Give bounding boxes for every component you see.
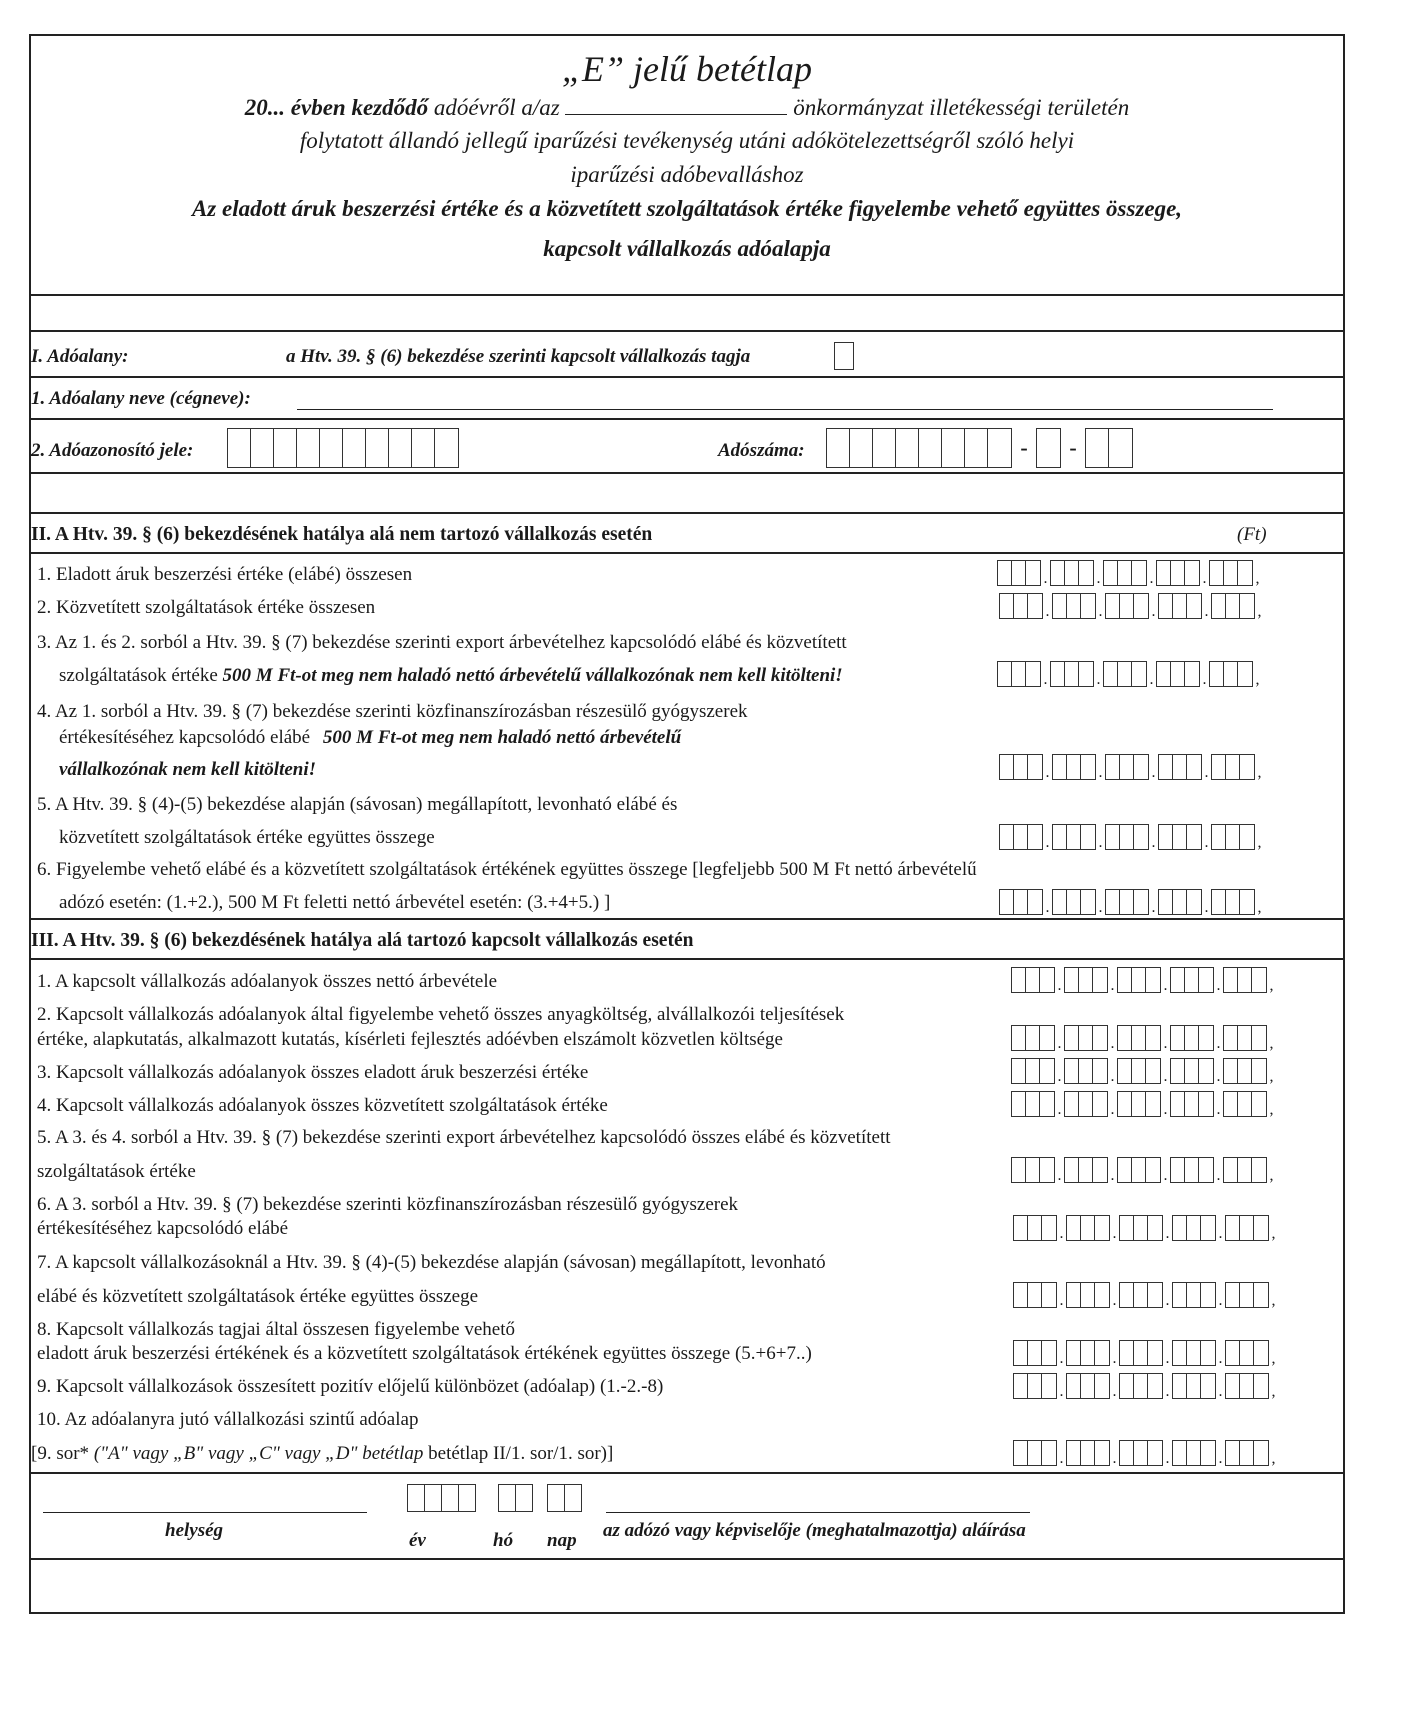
divider (31, 472, 1343, 474)
group-separator: . (1151, 834, 1156, 851)
divider (31, 552, 1343, 554)
s3-row1-label: 1. A kapcsolt vállalkozás adóalanyok összes nettó árbevétele (37, 971, 498, 992)
group-separator: . (1057, 1035, 1062, 1052)
header-line-4: Az eladott áruk beszerzési értéke és a közvetített szolgáltatások értéke figyelembe vehető együttes összege, (191, 196, 1183, 221)
s2-row4-note-b: vállalkozónak nem kell kitölteni! (59, 759, 317, 780)
digit-group[interactable] (1170, 1091, 1214, 1117)
digit-group[interactable] (999, 889, 1043, 915)
divider (31, 1558, 1343, 1560)
group-separator: . (1057, 1101, 1062, 1118)
group-separator: . (1057, 1167, 1062, 1184)
digit-group[interactable] (1064, 1025, 1108, 1051)
divider (31, 376, 1343, 378)
s3-row2-label-a: 2. Kapcsolt vállalkozás adóalanyok által figyelembe vehető összes anyagköltség, alvállalkozói teljesítések (37, 1004, 845, 1025)
group-separator: . (1204, 603, 1209, 620)
digit-group[interactable] (1052, 593, 1096, 619)
year-label: év (409, 1530, 426, 1551)
group-separator: . (1216, 1167, 1221, 1184)
s3-row9-amount[interactable] (1013, 1369, 1278, 1399)
digit-group[interactable] (1050, 560, 1094, 586)
group-separator: . (1057, 977, 1062, 994)
s2-row4-note: 500 M Ft-ot meg nem haladó nettó árbevételű (322, 727, 682, 748)
group-separator: , (1269, 1101, 1274, 1118)
digit-group[interactable] (1225, 1373, 1269, 1399)
digit-group[interactable] (1223, 1091, 1267, 1117)
signature-field[interactable] (606, 1512, 1030, 1513)
group-separator: . (1163, 1101, 1168, 1118)
group-separator: . (1059, 1225, 1064, 1242)
digit-group[interactable] (999, 824, 1043, 850)
digit-group[interactable] (1105, 889, 1149, 915)
digit-group[interactable] (1158, 754, 1202, 780)
group-separator: . (1112, 1450, 1117, 1467)
group-separator: . (1043, 570, 1048, 587)
digit-group[interactable] (1119, 1373, 1163, 1399)
tax-id-label: 2. Adóazonosító jele: (31, 440, 194, 461)
s3-row5-label-b: szolgáltatások értéke (37, 1161, 196, 1182)
group-separator: . (1098, 764, 1103, 781)
s2-row5-label-b: közvetített szolgáltatások értéke együttes összege (59, 827, 435, 848)
s2-row2-amount[interactable] (999, 589, 1264, 619)
digit-group[interactable] (1170, 1025, 1214, 1051)
group-separator: . (1098, 603, 1103, 620)
digit-group[interactable] (1209, 661, 1253, 687)
s2-row4-label-a: 4. Az 1. sorból a Htv. 39. § (7) bekezdése szerinti közfinanszírozásban részesülő gyógyszerek (37, 701, 748, 722)
s3-row9-label: 9. Kapcsolt vállalkozások összesített pozitív előjelű különbözet (adóalap) (1.-2.-8) (37, 1376, 664, 1397)
digit-group[interactable] (999, 754, 1043, 780)
digit-group[interactable] (1156, 560, 1200, 586)
digit-group[interactable] (1013, 1373, 1057, 1399)
group-separator: , (1257, 834, 1262, 851)
digit-group[interactable] (1064, 1157, 1108, 1183)
divider (31, 418, 1343, 420)
tax-number-boxes[interactable]: - - (826, 428, 1133, 468)
digit-group[interactable] (1105, 593, 1149, 619)
group-separator: . (1045, 834, 1050, 851)
s3-row6-amount[interactable] (1013, 1211, 1278, 1241)
group-separator: . (1218, 1225, 1223, 1242)
day-label: nap (547, 1530, 577, 1551)
group-separator: , (1269, 1068, 1274, 1085)
s2-row5-label-a: 5. A Htv. 39. § (4)-(5) bekezdése alapján (sávosan) megállapított, levonható elábé és (37, 794, 678, 815)
digit-group[interactable] (1225, 1215, 1269, 1241)
digit-group[interactable] (1211, 593, 1255, 619)
header-text-a: adóévről a/az (433, 95, 560, 120)
digit-group[interactable] (1066, 1373, 1110, 1399)
unit-label: (Ft) (1237, 524, 1267, 545)
group-separator: . (1216, 1068, 1221, 1085)
digit-group[interactable] (1172, 1373, 1216, 1399)
s2-row1-amount[interactable] (997, 556, 1262, 586)
digit-group[interactable] (1117, 1025, 1161, 1051)
s3-row4-amount[interactable] (1011, 1087, 1276, 1117)
group-separator: . (1096, 570, 1101, 587)
header-line-1 (31, 94, 1343, 121)
group-separator: . (1165, 1225, 1170, 1242)
group-separator: , (1271, 1350, 1276, 1367)
digit-group[interactable] (1011, 1058, 1055, 1084)
digit-group[interactable] (1223, 1058, 1267, 1084)
member-checkbox[interactable] (834, 342, 854, 370)
group-separator: . (1112, 1350, 1117, 1367)
group-separator: . (1204, 834, 1209, 851)
form-title: „E” jelű betétlap (562, 49, 812, 89)
digit-group[interactable] (1225, 1440, 1269, 1466)
s2-row3-amount[interactable] (997, 657, 1262, 687)
group-separator: , (1257, 899, 1262, 916)
s3-row2-label-b: értéke, alapkutatás, alkalmazott kutatás, kísérleti fejlesztés adóévben elszámolt közvetlen költsége (37, 1029, 783, 1050)
digit-group[interactable] (1105, 824, 1149, 850)
group-separator: . (1112, 1383, 1117, 1400)
digit-group[interactable] (1011, 1025, 1055, 1051)
signature-label: az adózó vagy képviselője (meghatalmazottja) aláírása (603, 1520, 1026, 1541)
digit-group[interactable] (1103, 661, 1147, 687)
s3-row1-amount[interactable] (1011, 963, 1276, 993)
digit-group[interactable] (1156, 661, 1200, 687)
place-label: helység (165, 1520, 224, 1541)
digit-group[interactable] (1117, 1058, 1161, 1084)
digit-group[interactable] (1170, 1058, 1214, 1084)
group-separator: , (1269, 977, 1274, 994)
digit-group[interactable] (1013, 1340, 1057, 1366)
digit-group[interactable] (1117, 1157, 1161, 1183)
s3-row3-label: 3. Kapcsolt vállalkozás adóalanyok összes eladott áruk beszerzési értéke (37, 1062, 589, 1083)
divider (31, 512, 1343, 514)
group-separator: , (1271, 1292, 1276, 1309)
s3-row6-label-a: 6. A 3. sorból a Htv. 39. § (7) bekezdése szerinti közfinanszírozásban részesülő gyógyszerek (37, 1194, 739, 1215)
group-separator: , (1269, 1167, 1274, 1184)
digit-group[interactable] (1050, 661, 1094, 687)
year-boxes[interactable] (407, 1484, 476, 1512)
s2-row6-label-a: 6. Figyelembe vehető elábé és a közvetített szolgáltatások értékének együttes összege [legfeljebb 500 M Ft nettó árbevételű (37, 859, 977, 880)
group-separator: . (1216, 1035, 1221, 1052)
digit-group[interactable] (1011, 1091, 1055, 1117)
municipality-field[interactable] (565, 94, 787, 115)
group-separator: . (1165, 1292, 1170, 1309)
group-separator: . (1045, 899, 1050, 916)
s2-row3-label-b: szolgáltatások értéke 500 M Ft-ot meg nem haladó nettó árbevételű vállalkozónak nem kell kitölteni! (59, 665, 843, 686)
digit-group[interactable] (1013, 1215, 1057, 1241)
s2-row4-label-b: értékesítéséhez kapcsolódó elábé 500 M Ft-ot meg nem haladó nettó árbevételű (59, 727, 682, 748)
group-separator: . (1165, 1383, 1170, 1400)
digit-group[interactable] (1172, 1215, 1216, 1241)
group-separator: . (1110, 1068, 1115, 1085)
divider (31, 294, 1343, 296)
digit-group[interactable] (1223, 1025, 1267, 1051)
group-separator: . (1163, 977, 1168, 994)
header-line-5: kapcsolt vállalkozás adóalapja (543, 236, 831, 261)
section3-title: III. A Htv. 39. § (6) bekezdésének hatálya alá tartozó kapcsolt vállalkozás esetén (31, 930, 694, 951)
digit-group[interactable] (1066, 1340, 1110, 1366)
group-separator: , (1269, 1035, 1274, 1052)
group-separator: . (1165, 1350, 1170, 1367)
group-separator: . (1202, 671, 1207, 688)
digit-group[interactable] (1225, 1282, 1269, 1308)
digit-group[interactable] (1211, 889, 1255, 915)
digit-group[interactable] (1170, 1157, 1214, 1183)
s2-row3-label-a: 3. Az 1. és 2. sorból a Htv. 39. § (7) bekezdése szerinti export árbevételhez kapcsolódó elábé és közvetített (37, 632, 847, 653)
group-separator: . (1057, 1068, 1062, 1085)
digit-group[interactable] (1119, 1440, 1163, 1466)
s3-row7-amount[interactable] (1013, 1278, 1278, 1308)
digit-group[interactable] (1119, 1215, 1163, 1241)
group-separator: , (1271, 1450, 1276, 1467)
digit-group[interactable] (997, 661, 1041, 687)
month-label: hó (493, 1530, 514, 1551)
s3-row10-amount[interactable] (1013, 1436, 1278, 1466)
group-separator: . (1218, 1350, 1223, 1367)
group-separator: . (1163, 1068, 1168, 1085)
divider (31, 1472, 1343, 1474)
digit-group[interactable] (1105, 754, 1149, 780)
group-separator: . (1202, 570, 1207, 587)
group-separator: . (1149, 570, 1154, 587)
group-separator: . (1059, 1383, 1064, 1400)
digit-group[interactable] (1211, 754, 1255, 780)
group-separator: . (1165, 1450, 1170, 1467)
group-separator: , (1255, 570, 1260, 587)
section1-member-label: a Htv. 39. § (6) bekezdése szerinti kapcsolt vállalkozás tagja (286, 346, 751, 367)
digit-group[interactable] (1052, 889, 1096, 915)
s3-row8-amount[interactable] (1013, 1336, 1278, 1366)
group-separator: . (1151, 603, 1156, 620)
group-separator: . (1163, 1035, 1168, 1052)
group-separator: . (1059, 1292, 1064, 1309)
group-separator: . (1149, 671, 1154, 688)
digit-group[interactable] (1064, 1091, 1108, 1117)
name-field[interactable] (297, 409, 1273, 410)
digit-group[interactable] (1119, 1340, 1163, 1366)
header-line-3: iparűzési adóbevalláshoz (570, 162, 804, 187)
group-separator: . (1045, 603, 1050, 620)
group-separator: . (1110, 1167, 1115, 1184)
digit-group[interactable] (1172, 1340, 1216, 1366)
group-separator: . (1204, 764, 1209, 781)
s3-row10-label-a: 10. Az adóalanyra jutó vállalkozási szintű adóalap (37, 1409, 419, 1430)
group-separator: . (1112, 1292, 1117, 1309)
s2-row6-label-b: adózó esetén: (1.+2.), 500 M Ft feletti nettó árbevétel esetén: (3.+4+5.) ] (59, 892, 611, 913)
s3-row10-label-b: [9. sor* ("A" vagy „B" vagy „C" vagy „D" betétlap betétlap II/1. sor/1. sor)] (31, 1443, 614, 1464)
s2-row2-label: 2. Közvetített szolgáltatások értéke összesen (37, 597, 376, 618)
digit-group[interactable] (1066, 1440, 1110, 1466)
digit-group[interactable] (1052, 754, 1096, 780)
group-separator: . (1151, 899, 1156, 916)
group-separator: . (1151, 764, 1156, 781)
s2-row5-amount[interactable] (999, 820, 1264, 850)
header-text-b: önkormányzat illetékességi területén (793, 95, 1130, 120)
digit-group[interactable] (1013, 1440, 1057, 1466)
s3-row2-amount[interactable] (1011, 1021, 1276, 1051)
group-separator: . (1163, 1167, 1168, 1184)
digit-group[interactable] (1064, 967, 1108, 993)
s3-row3-amount[interactable] (1011, 1054, 1276, 1084)
group-separator: , (1257, 603, 1262, 620)
group-separator: . (1098, 899, 1103, 916)
month-boxes[interactable] (498, 1484, 533, 1512)
digit-group[interactable] (1209, 560, 1253, 586)
tax-number-label: Adószáma: (718, 440, 805, 461)
s3-row8-label-a: 8. Kapcsolt vállalkozás tagjai által összesen figyelembe vehető (37, 1319, 515, 1340)
header-line-2: folytatott állandó jellegű iparűzési tevékenység utáni adókötelezettségről szóló helyi (299, 128, 1075, 153)
s2-row1-label: 1. Eladott áruk beszerzési értéke (elábé) összesen (37, 564, 413, 585)
group-separator: . (1110, 1035, 1115, 1052)
s2-row4-amount[interactable] (999, 750, 1264, 780)
s2-row3-note: 500 M Ft-ot meg nem haladó nettó árbevételű vállalkozónak nem kell kitölteni! (222, 665, 843, 686)
group-separator: . (1216, 1101, 1221, 1118)
s3-row7-label-a: 7. A kapcsolt vállalkozásoknál a Htv. 39. § (4)-(5) bekezdése alapján (sávosan) megállapított, levonható (37, 1252, 826, 1273)
group-separator: , (1257, 764, 1262, 781)
group-separator: . (1216, 977, 1221, 994)
digit-group[interactable] (1119, 1282, 1163, 1308)
group-separator: . (1218, 1383, 1223, 1400)
digit-group[interactable] (1225, 1340, 1269, 1366)
group-separator: . (1110, 977, 1115, 994)
group-separator: . (1112, 1225, 1117, 1242)
name-label: 1. Adóalany neve (cégneve): (31, 388, 251, 409)
group-separator: . (1043, 671, 1048, 688)
digit-group[interactable] (1064, 1058, 1108, 1084)
digit-group[interactable] (1172, 1440, 1216, 1466)
s3-row5-amount[interactable] (1011, 1153, 1276, 1183)
s3-row7-label-b: elábé és közvetített szolgáltatások értéke együttes összege (37, 1286, 479, 1307)
section2-title: II. A Htv. 39. § (6) bekezdésének hatálya alá nem tartozó vállalkozás esetén (31, 524, 653, 545)
group-separator: . (1045, 764, 1050, 781)
place-field[interactable] (43, 1512, 367, 1513)
group-separator: , (1271, 1225, 1276, 1242)
digit-group[interactable] (1052, 824, 1096, 850)
digit-group[interactable] (1170, 967, 1214, 993)
s3-row4-label: 4. Kapcsolt vállalkozás adóalanyok összes közvetített szolgáltatások értéke (37, 1095, 608, 1116)
s3-row5-label-a: 5. A 3. és 4. sorból a Htv. 39. § (7) bekezdése szerinti export árbevételhez kapcsolódó összes elábé és közvetített (37, 1127, 891, 1148)
divider (31, 330, 1343, 332)
digit-group[interactable] (1011, 967, 1055, 993)
digit-group[interactable] (1223, 1157, 1267, 1183)
day-boxes[interactable] (547, 1484, 582, 1512)
group-separator: . (1096, 671, 1101, 688)
group-separator: , (1255, 671, 1260, 688)
group-separator: . (1110, 1101, 1115, 1118)
digit-group[interactable] (1013, 1282, 1057, 1308)
group-separator: . (1098, 834, 1103, 851)
digit-group[interactable] (1211, 824, 1255, 850)
group-separator: . (1218, 1450, 1223, 1467)
digit-group[interactable] (1117, 1091, 1161, 1117)
divider (31, 918, 1343, 920)
section1-label: I. Adóalany: (31, 346, 129, 367)
betetlap-form (29, 34, 1345, 1614)
group-separator: . (1204, 899, 1209, 916)
group-separator: . (1059, 1450, 1064, 1467)
digit-group[interactable] (1117, 967, 1161, 993)
s3-row6-label-b: értékesítéséhez kapcsolódó elábé (37, 1218, 289, 1239)
digit-group[interactable] (1103, 560, 1147, 586)
s3-row8-label-b: eladott áruk beszerzési értékének és a közvetített szolgáltatások értékének együttes összege (5.+6+7..) (37, 1343, 812, 1364)
digit-group[interactable] (1011, 1157, 1055, 1183)
s2-row6-amount[interactable] (999, 885, 1264, 915)
digit-group[interactable] (1223, 967, 1267, 993)
digit-group[interactable] (1158, 593, 1202, 619)
digit-group[interactable] (997, 560, 1041, 586)
digit-group[interactable] (1066, 1215, 1110, 1241)
tax-id-boxes[interactable] (227, 428, 459, 468)
digit-group[interactable] (1066, 1282, 1110, 1308)
digit-group[interactable] (1172, 1282, 1216, 1308)
group-separator: , (1271, 1383, 1276, 1400)
digit-group[interactable] (1158, 824, 1202, 850)
group-separator: . (1059, 1350, 1064, 1367)
digit-group[interactable] (999, 593, 1043, 619)
divider (31, 958, 1343, 960)
digit-group[interactable] (1158, 889, 1202, 915)
group-separator: . (1218, 1292, 1223, 1309)
header-year: 20... évben kezdődő (244, 95, 429, 120)
